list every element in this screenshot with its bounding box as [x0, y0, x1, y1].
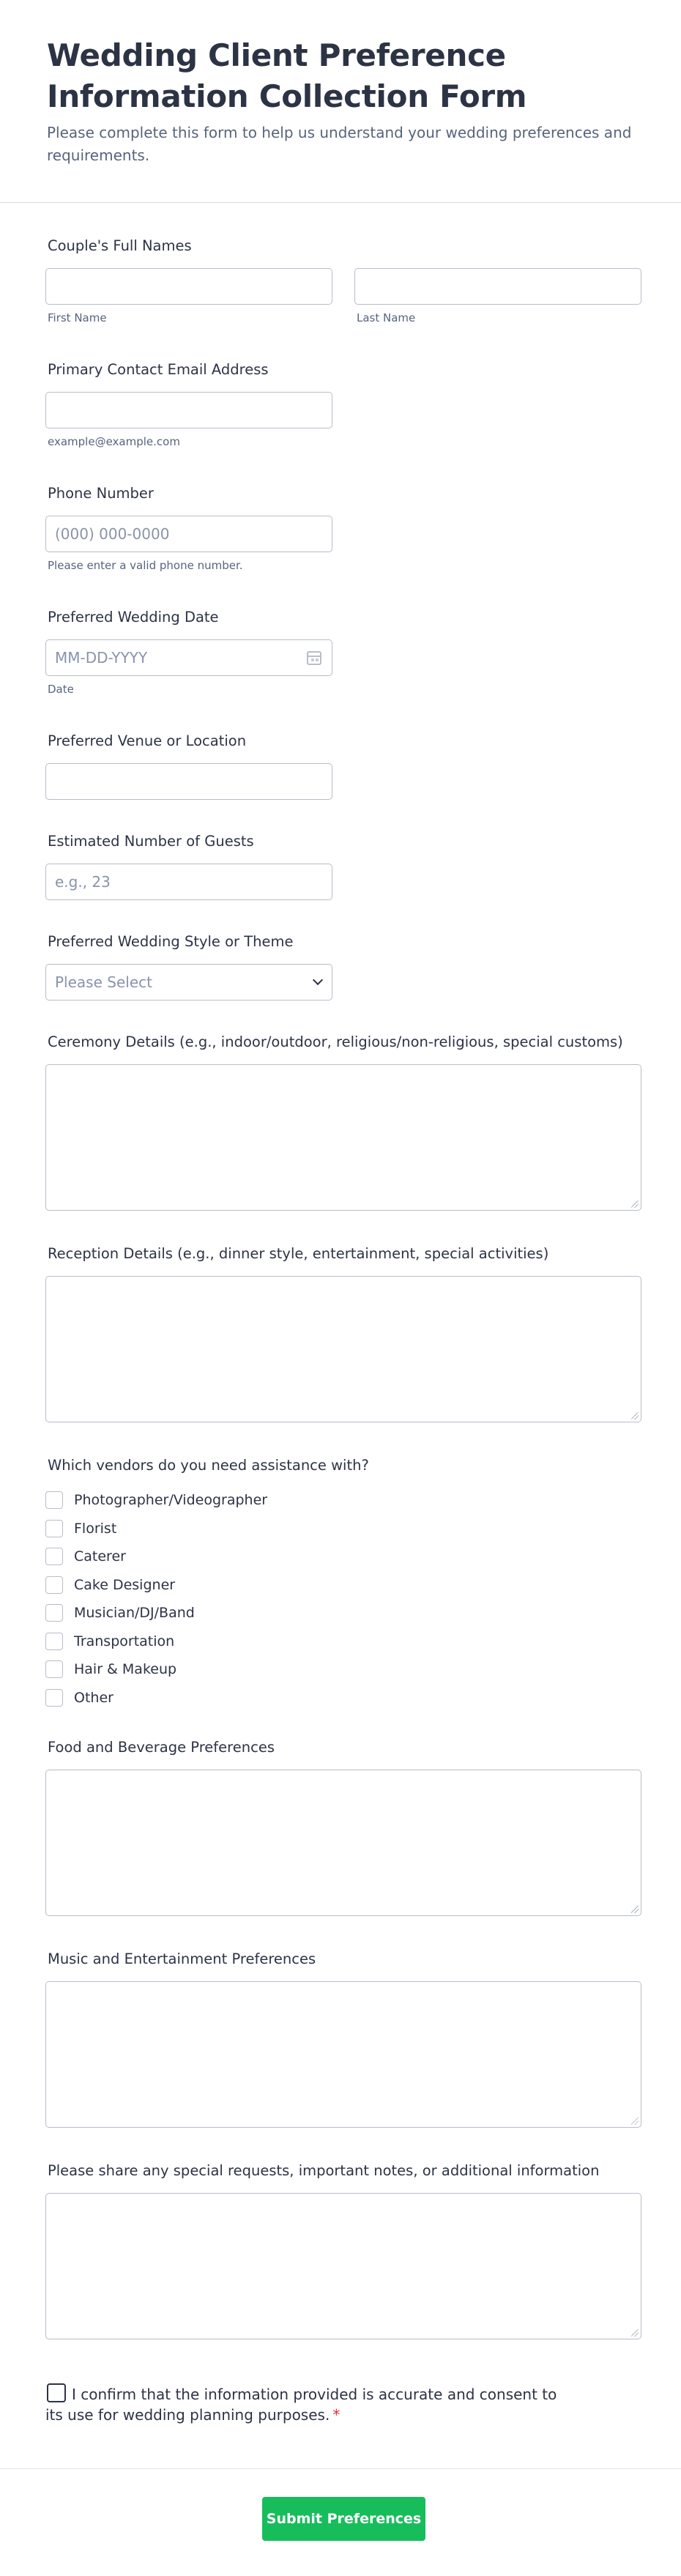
music-label: Music and Entertainment Preferences — [48, 1950, 316, 1967]
food-textarea[interactable] — [45, 1770, 641, 1916]
vendor-option[interactable] — [45, 1684, 641, 1712]
email-label: Primary Contact Email Address — [48, 361, 269, 378]
style-label: Preferred Wedding Style or Theme — [48, 933, 294, 950]
required-mark: * — [332, 2406, 340, 2424]
vendor-option[interactable] — [45, 1655, 641, 1684]
notes-textarea[interactable] — [45, 2193, 641, 2339]
consent-text: I confirm that the information provided is accurate and consent to its use for wedding planning purposes. — [45, 2386, 557, 2424]
resize-grip-icon[interactable] — [631, 1906, 639, 1913]
vendors-checklist — [45, 1486, 641, 1712]
reception-label: Reception Details (e.g., dinner style, entertainment, special activities) — [48, 1245, 549, 1262]
resize-grip-icon[interactable] — [631, 2117, 639, 2125]
checkbox[interactable] — [45, 1633, 63, 1650]
phone-input[interactable]: (000) 000-0000 — [45, 516, 332, 552]
venue-field — [45, 732, 641, 800]
vendors-field — [45, 1456, 641, 1712]
venue-label: Preferred Venue or Location — [48, 732, 247, 749]
vendor-option-label: Caterer — [74, 1548, 126, 1565]
form-header — [0, 0, 681, 203]
checkbox[interactable] — [45, 1491, 63, 1509]
checkbox[interactable] — [45, 1548, 63, 1565]
phone-label: Phone Number — [48, 485, 154, 502]
checkbox[interactable] — [45, 1660, 63, 1678]
vendor-option-label: Photographer/Videographer — [74, 1492, 268, 1509]
date-input[interactable] — [45, 639, 332, 676]
vendor-option-label: Transportation — [74, 1633, 175, 1649]
vendor-option[interactable] — [45, 1571, 641, 1600]
email-field — [45, 360, 641, 449]
date-label: Preferred Wedding Date — [48, 609, 219, 626]
page-title: Wedding Client Preference Information Collection Form — [47, 37, 527, 114]
style-select[interactable] — [45, 964, 332, 1001]
vendor-option[interactable] — [45, 1599, 641, 1627]
vendor-option[interactable] — [45, 1515, 641, 1543]
phone-sub: Please enter a valid phone number. — [48, 559, 243, 572]
notes-field — [45, 2161, 641, 2339]
guests-input[interactable]: e.g., 23 — [45, 864, 332, 900]
music-textarea[interactable] — [45, 1981, 641, 2128]
chevron-down-icon — [313, 975, 323, 985]
food-field — [45, 1738, 641, 1916]
style-field — [45, 932, 641, 1001]
checkbox[interactable] — [45, 1520, 63, 1537]
food-label: Food and Beverage Preferences — [48, 1739, 275, 1756]
names-label: Couple's Full Names — [48, 237, 192, 254]
calendar-icon[interactable] — [307, 651, 321, 665]
date-placeholder: MM-DD-YYYY — [55, 649, 148, 667]
venue-input[interactable] — [45, 763, 332, 800]
checkbox[interactable] — [45, 1576, 63, 1594]
form-footer — [0, 2468, 681, 2576]
vendor-option-label: Other — [74, 1689, 114, 1706]
notes-label: Please share any special requests, important notes, or additional information — [48, 2162, 600, 2179]
vendor-option[interactable] — [45, 1486, 641, 1515]
date-sub: Date — [48, 683, 74, 696]
last-name-sub: Last Name — [357, 311, 416, 324]
resize-grip-icon[interactable] — [631, 1200, 639, 1208]
reception-textarea[interactable] — [45, 1276, 641, 1422]
date-field — [45, 608, 641, 697]
resize-grip-icon[interactable] — [631, 1412, 639, 1419]
guests-label: Estimated Number of Guests — [48, 833, 254, 850]
email-input[interactable] — [45, 392, 332, 428]
vendor-option-label: Hair & Makeup — [74, 1661, 177, 1678]
resize-grip-icon[interactable] — [631, 2329, 639, 2336]
style-selected-value: Please Select — [55, 973, 152, 991]
vendor-option[interactable] — [45, 1627, 641, 1656]
checkbox[interactable] — [45, 1689, 63, 1707]
ceremony-textarea[interactable] — [45, 1064, 641, 1211]
phone-field — [45, 484, 641, 573]
vendor-option-label: Cake Designer — [74, 1576, 176, 1593]
checkbox[interactable] — [45, 1604, 63, 1622]
email-sub: example@example.com — [48, 435, 180, 448]
vendors-label: Which vendors do you need assistance with? — [48, 1457, 369, 1474]
names-field — [45, 237, 641, 325]
vendor-option-label: Musician/DJ/Band — [74, 1605, 195, 1622]
vendor-option[interactable] — [45, 1543, 641, 1571]
reception-field — [45, 1244, 641, 1422]
first-name-sub: First Name — [48, 311, 107, 324]
page-description: Please complete this form to help us understand your wedding preferences and requirements. — [47, 124, 632, 164]
guests-field — [45, 832, 641, 900]
submit-button[interactable]: Submit Preferences — [262, 2497, 425, 2541]
consent-field — [45, 2383, 573, 2425]
last-name-input[interactable] — [354, 268, 641, 305]
ceremony-label: Ceremony Details (e.g., indoor/outdoor, religious/non-religious, special customs) — [48, 1033, 623, 1050]
music-field — [45, 1950, 641, 2128]
consent-checkbox[interactable] — [47, 2383, 66, 2402]
ceremony-field — [45, 1033, 641, 1211]
first-name-input[interactable] — [45, 268, 332, 305]
vendor-option-label: Florist — [74, 1520, 117, 1537]
